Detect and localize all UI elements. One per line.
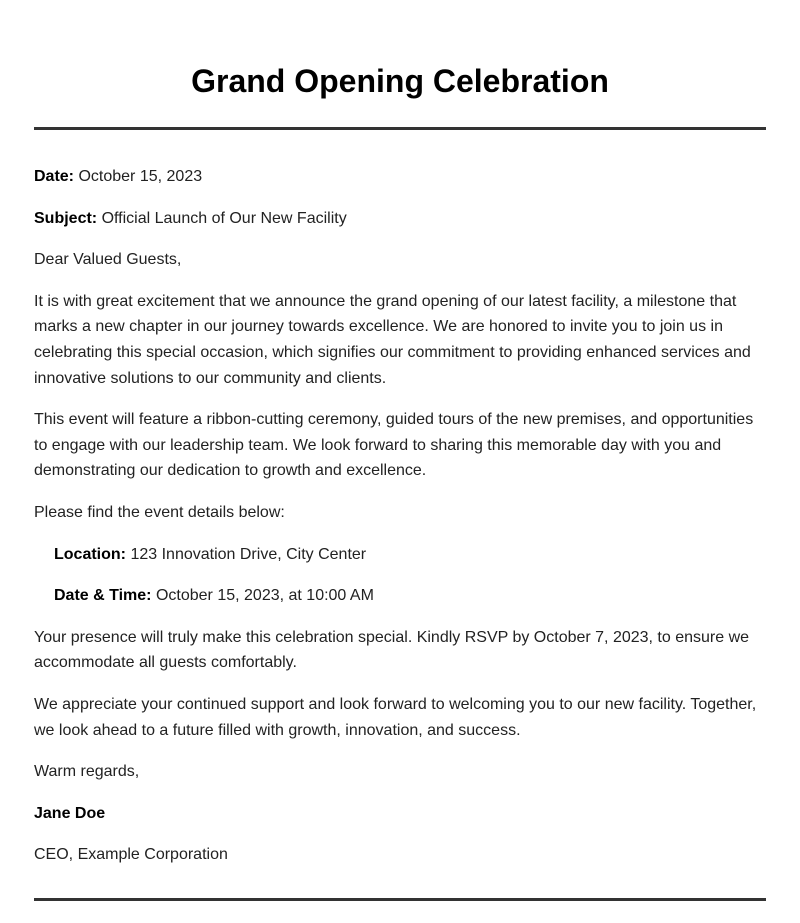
signature-name: Jane Doe (34, 804, 106, 822)
subject-label: Subject: (34, 209, 98, 227)
bottom-divider (34, 898, 766, 901)
paragraph-event: This event will feature a ribbon-cutting ceremony, guided tours of the new premises, and opportunities to engage with our leadership team. We look forward to sharing this memorable day with you and demonstrating our dedication to growth and excellence. (34, 411, 754, 480)
document-title: Grand Opening Celebration (191, 63, 609, 99)
signoff: Warm regards, (34, 763, 140, 781)
salutation: Dear Valued Guests, (34, 251, 182, 269)
date-line (34, 164, 766, 190)
location-label: Location: (54, 545, 126, 563)
location-line (34, 542, 766, 568)
datetime-value: October 15, 2023, at 10:00 AM (155, 587, 374, 605)
paragraph-intro: It is with great excitement that we announce the grand opening of our latest facility, a milestone that marks a new chapter in our journey towards excellence. We are honored to invite you to join us in celebrating this special occasion, which signifies our commitment to providing enhanced services and innovative solutions to our community and clients. (34, 292, 751, 387)
letter-body (34, 130, 766, 868)
datetime-label: Date & Time: (54, 587, 152, 605)
signature-title: CEO, Example Corporation (34, 846, 228, 864)
datetime-line (34, 583, 766, 609)
signature-block (34, 801, 766, 868)
paragraph-details-intro: Please find the event details below: (34, 503, 285, 521)
location-value: 123 Innovation Drive, City Center (130, 545, 367, 563)
paragraph-rsvp: Your presence will truly make this celebration special. Kindly RSVP by October 7, 2023, to ensure we accommodate all guests comfortably. (34, 628, 750, 672)
paragraph-appreciation: We appreciate your continued support and look forward to welcoming you to our new facility. Together, we look ahead to a future filled with growth, innovation, and success. (34, 695, 757, 739)
date-value: October 15, 2023 (78, 168, 203, 185)
subject-line (34, 206, 766, 232)
subject-value: Official Launch of Our New Facility (101, 209, 347, 227)
date-label: Date: (34, 168, 75, 185)
